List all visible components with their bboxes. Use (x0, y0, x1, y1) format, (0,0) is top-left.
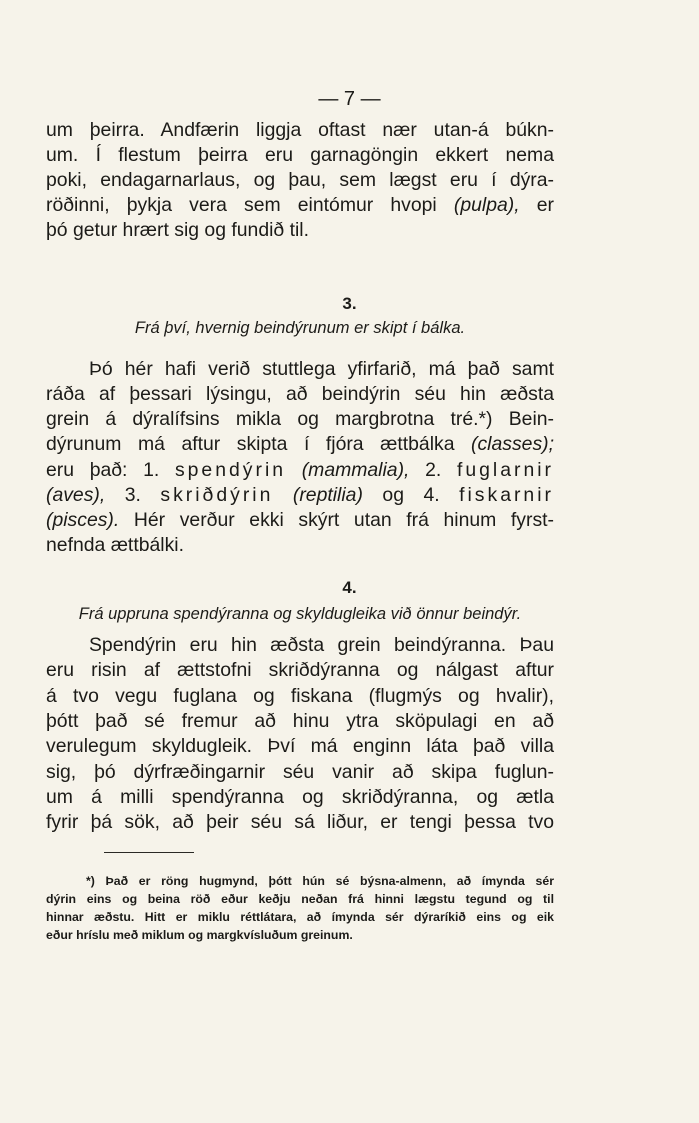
latin-term: (classes); (471, 433, 554, 455)
body-text: er (536, 194, 554, 216)
body-line: á tvo vegu fuglana og fiskana (flugmýs og hvalir), (46, 685, 554, 707)
footnote-line: hinnar æðstu. Hitt er miklu réttlátara, að ímynda sér dýraríkið eins og eik (46, 910, 554, 924)
spaced-term: fiskarnir (459, 484, 554, 506)
footnote-rule (104, 852, 194, 853)
page-number: — 7 — (318, 88, 381, 110)
body-line: nefnda ættbálki. (46, 534, 184, 556)
section-title: Frá því, hvernig beindýrunum er skipt í bálka. (134, 319, 466, 337)
body-line (46, 193, 554, 218)
body-text: eru það: 1. (46, 459, 160, 481)
body-line (46, 458, 554, 483)
body-line: sig, þó dýrfræðingarnir séu vanir að skipa fuglun- (46, 761, 554, 783)
body-text: 3. (124, 484, 141, 506)
body-line (46, 432, 554, 457)
body-line: fyrir þá sök, að þeir séu sá liður, er tengi þessa tvo (46, 811, 554, 833)
latin-term: (aves), (46, 484, 106, 506)
section-number: 4. (342, 578, 357, 597)
section-number: 3. (342, 294, 357, 313)
spaced-term: fuglarnir (456, 459, 555, 481)
body-text: 2. (425, 459, 442, 481)
body-line: eru risin af ættstofni skriðdýranna og nálgast aftur (46, 659, 554, 681)
body-text: röðinni, þykja vera sem eintómur hvopi (46, 194, 437, 216)
spaced-term: spendýrin (174, 459, 287, 481)
body-line: ráða af þessari lýsingu, að beindýrin séu hin æðsta (46, 383, 554, 405)
body-line (46, 508, 554, 533)
section-title: Frá uppruna spendýranna og skyldugleika við önnur beindýr. (78, 605, 522, 623)
latin-term: (pulpa), (453, 194, 520, 216)
body-line: poki, endagarnarlaus, og þau, sem lægst eru í dýra- (46, 169, 554, 191)
footnote-line: eður hríslu með miklum og margkvísluðum greinum. (46, 928, 353, 942)
body-line: Þó hér hafi verið stuttlega yfirfarið, má það samt (89, 358, 554, 380)
body-line: þótt það sé fremur að hinu ytra sköpulagi en að (46, 710, 554, 732)
spaced-term: skriðdýrin (160, 484, 274, 506)
body-line: grein á dýralífsins mikla og margbrotna tré.*) Bein- (46, 408, 554, 430)
body-line (46, 483, 554, 508)
body-line: Spendýrin eru hin æðsta grein beindýranna. Þau (89, 634, 554, 656)
body-text: dýrunum má aftur skipta í fjóra ættbálka (46, 433, 455, 455)
latin-term: (reptilia) (292, 484, 363, 506)
body-line: þó getur hrært sig og fundið til. (46, 219, 309, 241)
latin-term: (pisces). (46, 509, 120, 531)
body-line: um. Í flestum þeirra eru garnagöngin ekkert nema (46, 144, 554, 166)
body-text: og 4. (382, 484, 440, 506)
footnote-line: dýrin eins og beina röð eður keðju neðan frá hinni lægstu tegund og til (46, 892, 554, 906)
body-line: um á milli spendýranna og skriðdýranna, og ætla (46, 786, 554, 808)
latin-term: (mammalia), (301, 459, 410, 481)
body-line: verulegum skyldugleik. Því má enginn láta það villa (46, 735, 554, 757)
footnote-line: *) Það er röng hugmynd, þótt hún sé býsna-almenn, að ímynda sér (86, 874, 554, 888)
body-text: Hér verður ekki skýrt utan frá hinum fyrst- (133, 509, 554, 531)
body-line: um þeirra. Andfærin liggja oftast nær utan-á búkn- (46, 119, 554, 141)
